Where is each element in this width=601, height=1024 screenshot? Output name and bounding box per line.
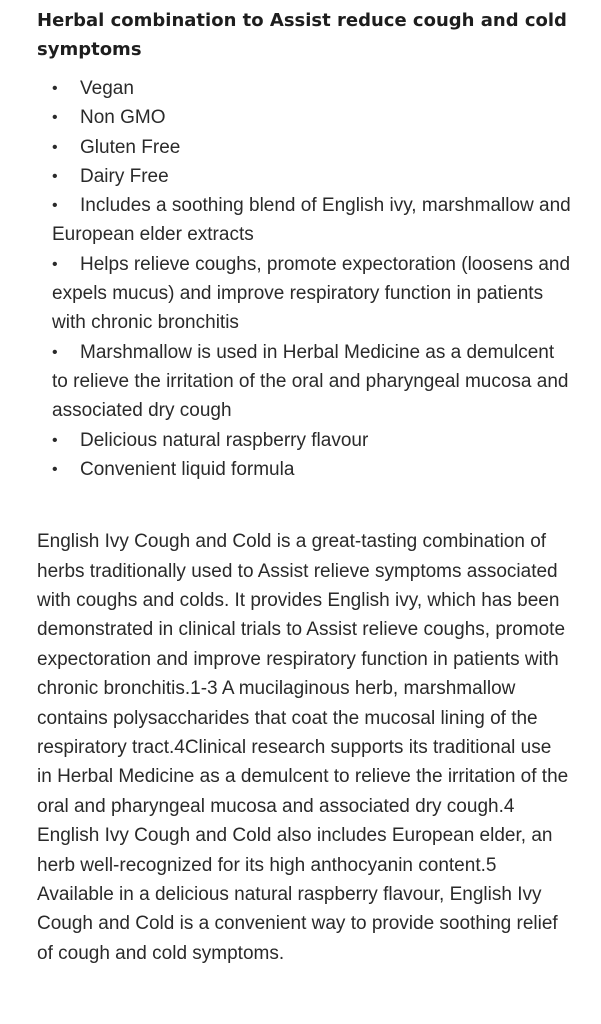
list-item [52,74,571,103]
bullet-icon: • [52,80,58,97]
list-item-text: Gluten Free [80,136,181,158]
bullet-icon: • [52,109,58,127]
list-item [52,455,571,484]
list-item-text: Non GMO [80,107,166,129]
bullet-icon: • [52,460,58,478]
list-item-text: Includes a soothing blend of English ivy, marshmallow and European elder extracts [52,195,571,246]
list-item [52,250,571,338]
list-item-text: Helps relieve coughs, promote expectoration (loosens and expels mucus) and improve respiratory function in patients with chronic bronchitis [52,253,571,334]
section-title: Herbal combination to Assist reduce cough and cold symptoms [37,10,567,60]
bullet-icon: • [52,138,58,156]
list-item-text: Convenient liquid formula [80,458,295,480]
bullet-icon: • [52,343,58,361]
list-item-text: Dairy Free [80,165,169,187]
bullet-icon: • [52,255,58,273]
feature-list [37,74,571,484]
list-item [52,191,571,250]
list-item [52,338,571,426]
bullet-icon: • [52,167,58,185]
list-item-text: Delicious natural raspberry flavour [80,429,369,451]
list-item-text: Marshmallow is used in Herbal Medicine as a demulcent to relieve the irritation of the oral and pharyngeal mucosa and associated dry cough [52,341,569,422]
bullet-icon: • [52,431,58,449]
list-item-text: Vegan [80,78,134,99]
list-item [52,162,571,191]
description-paragraph: English Ivy Cough and Cold is a great-tasting combination of herbs traditionally used to Assist relieve symptoms associated with coughs and colds. It provides English ivy, which has been demonstrated in clinical trials to Assist relieve coughs, promote expectoration and improve respiratory function in patients with chronic bronchitis.1-3 A mucilaginous herb, marshmallow contains polysaccharides that coat the mucosal lining of the respiratory tract.4Clinical research supports its traditional use in Herbal Medicine as a demulcent to relieve the irritation of the oral and pharyngeal mucosa and associated dry cough.4 English Ivy Cough and Cold also includes European elder, an herb well-recognized for its high anthocyanin content.5 Available in a delicious natural raspberry flavour, English Ivy Cough and Cold is a convenient way to provide soothing relief of cough and cold symptoms. [37,531,569,964]
list-item [52,133,571,162]
bullet-icon: • [52,197,58,215]
list-item [52,426,571,455]
list-item [52,103,571,132]
